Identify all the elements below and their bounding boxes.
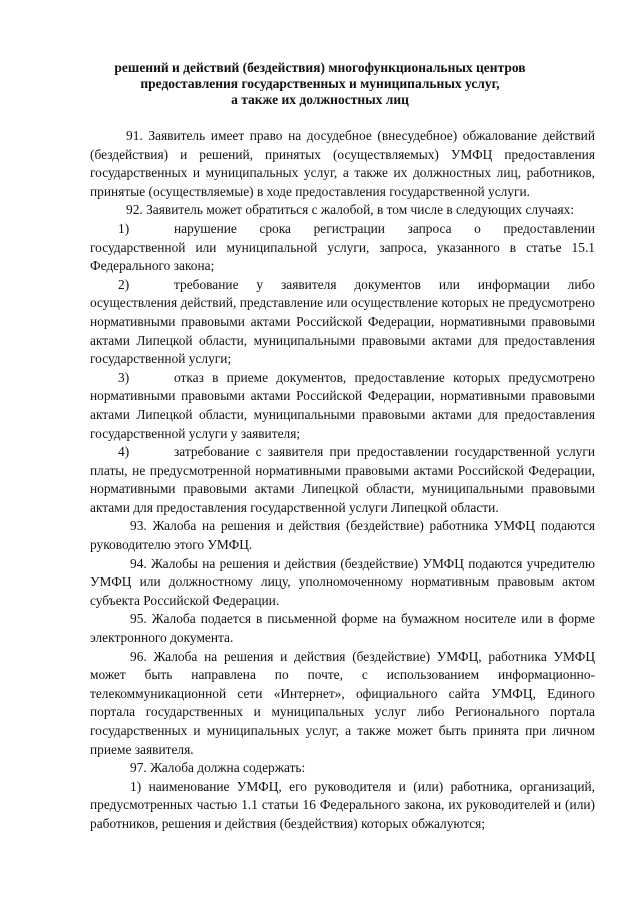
- list-number: 4): [118, 444, 130, 460]
- list-item-97-1: 1) наименование УМФЦ, его руководителя и (или) работника, организаций, предусмотренных частью 1.1 статьи 16 Федерального закона, их руководителей и (или) работников, решения и действия (бездействия) которых обжалуются;: [90, 778, 595, 831]
- list-number: 1): [118, 220, 130, 236]
- list-item-92-3: [90, 369, 595, 443]
- list-item-92-2: [90, 276, 595, 369]
- list-item-92-4: [90, 443, 595, 517]
- paragraph-92: 92. Заявитель может обратиться с жалобой, в том числе в следующих случаях:: [126, 202, 575, 218]
- list-number: 3): [118, 369, 130, 385]
- paragraph-95: 95. Жалоба подается в письменной форме на бумажном носителе или в форме электронного документа.: [90, 611, 595, 646]
- list-item-text: нарушение срока регистрации запроса о предоставлении государственной или муниципальной услуги, запроса, указанного в статье 15.1 Федерального закона;: [90, 220, 595, 274]
- document-body: [90, 127, 595, 834]
- list-item-text: отказ в приеме документов, предоставление которых предусмотрено нормативными правовыми актами Российской Федерации, нормативными правовыми актами Липецкой области, муниципальными правовыми актами для предоставления государственной услуги у заявителя;: [90, 369, 595, 441]
- list-item-92-1: [90, 220, 595, 276]
- list-item-text: затребование с заявителя при предоставлении государственной услуги платы, не предусмотренной нормативными правовыми актами Российской Федерации, нормативными правовыми актами Липецкой области, муниципальными правовыми актами для предоставления государственной услуги Липецкой области.: [90, 444, 595, 515]
- list-item-text: требование у заявителя документов или информации либо осуществления действий, представление или осуществление которых не предусмотрено нормативными правовыми актами Российской Федерации, нормативными правовыми актами Липецкой области, муниципальными правовыми актами для предоставления государственной услуги;: [90, 276, 595, 367]
- paragraph-96: 96. Жалоба на решения и действия (бездействие) УМФЦ, работника УМФЦ может быть направлена по почте, с использованием информационно-телекоммуникационной сети «Интернет», официального сайта УМФЦ, Единого портала государственных и муниципальных услуг либо Регионального портала государственных и муниципальных услуг, а также может быть принята при личном приеме заявителя.: [90, 648, 595, 757]
- heading-line-3: а также их должностных лиц: [231, 92, 409, 107]
- section-heading: [90, 60, 550, 108]
- paragraph-97: 97. Жалоба должна содержать:: [130, 760, 306, 776]
- paragraph-91: 91. Заявитель имеет право на досудебное (внесудебное) обжалование действий (бездействия) и решений, принятых (осуществляемых) УМФЦ предоставления государственных и муниципальных услуг, а также их должностных лиц, работников, принятые (осуществляемые) в ходе предоставления государственной услуги.: [90, 128, 595, 199]
- heading-line-2: предоставления государственных и муниципальных услуг,: [140, 76, 500, 91]
- list-number: 2): [118, 276, 130, 292]
- paragraph-94: 94. Жалобы на решения и действия (бездействие) УМФЦ подаются учредителю УМФЦ или должностному лицу, уполномоченному нормативным правовым актом субъекта Российской Федерации.: [90, 555, 595, 608]
- heading-line-1: решений и действий (бездействия) многофункциональных центров: [114, 60, 526, 75]
- paragraph-93: 93. Жалоба на решения и действия (бездействие) работника УМФЦ подаются руководителю этого УМФЦ.: [90, 518, 595, 553]
